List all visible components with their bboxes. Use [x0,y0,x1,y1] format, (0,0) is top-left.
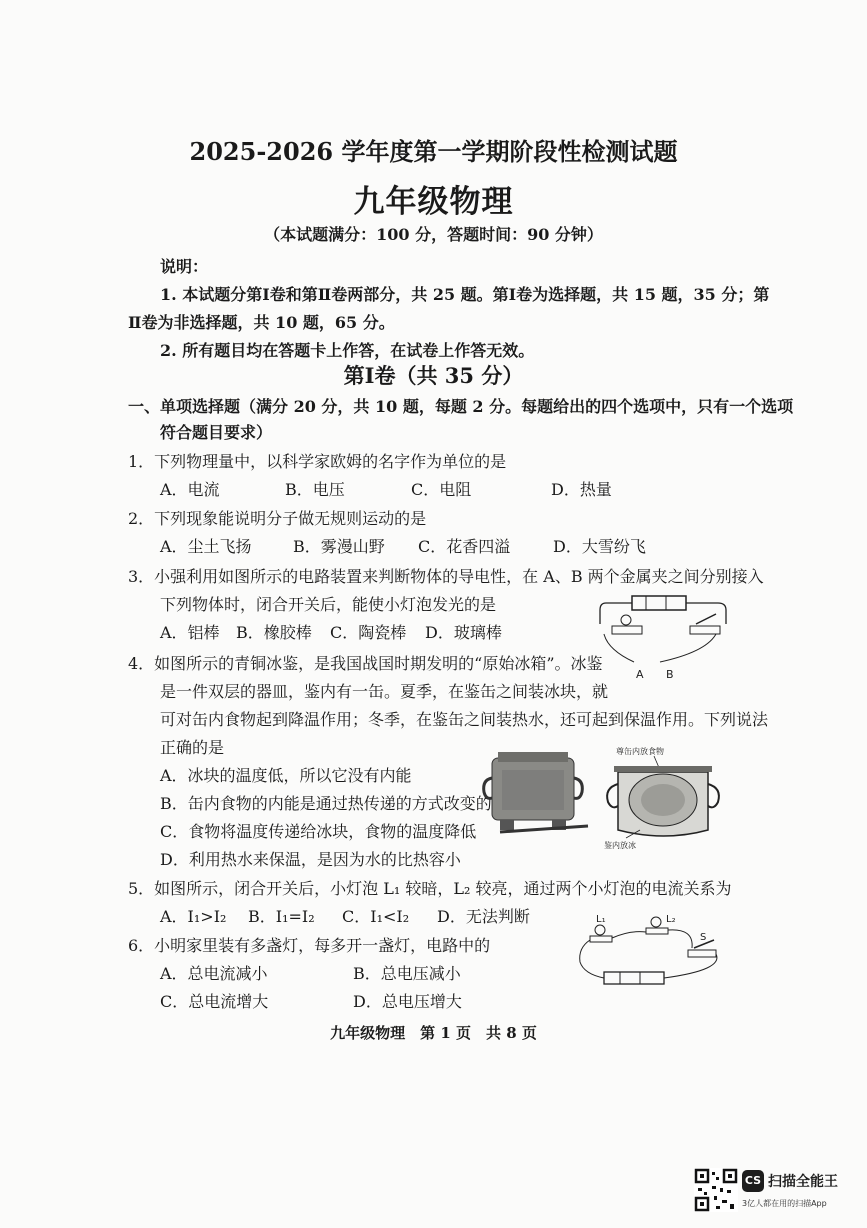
q3-circuit-figure [596,590,730,686]
instruction-1-line1: 1. 本试题分第Ⅰ卷和第Ⅱ卷两部分，共 25 题。第Ⅰ卷为选择题，共 15 题，35 分；第 [160,285,770,304]
q5-stem: 5．如图所示，闭合开关后，小灯泡 L₁ 较暗，L₂ 较亮，通过两个小灯泡的电流关系为 [128,879,732,898]
instruction-1-line2: Ⅱ卷为非选择题，共 10 题，65 分。 [128,313,395,332]
instructions-label: 说明： [160,257,209,276]
q1-option-a: A．电流 [160,480,220,499]
q5-figure-label-l1: L₁ [596,914,606,925]
camscanner-badge: CS [742,1170,764,1192]
q2-stem: 2．下列现象能说明分子做无规则运动的是 [128,509,427,528]
q3-option-b: B．橡胶棒 [236,623,312,642]
q4-option-b: B．缶内食物的内能是通过热传递的方式改变的 [160,794,492,813]
instruction-2: 2. 所有题目均在答题卡上作答，在试卷上作答无效。 [160,341,535,360]
q1-option-d: D．热量 [551,480,612,499]
q5-figure-label-l2: L₂ [666,914,676,925]
q3-figure-label-b: B [666,668,674,681]
q1-stem: 1．下列物理量中，以科学家欧姆的名字作为单位的是 [128,452,507,471]
q4-figure-label-food: 尊缶内放食物 [616,747,664,756]
q4-icebox-diagram [600,744,726,854]
q3-stem-line1: 3．小强利用如图所示的电路装置来判断物体的导电性，在 A、B 两个金属夹之间分别接入 [128,567,764,586]
q1-option-b: B．电压 [285,480,345,499]
q3-option-d: D．玻璃棒 [425,623,502,642]
exam-title: 2025-2026 学年度第一学期阶段性检测试题 [189,137,678,166]
q4-stem-line2: 是一件双层的器皿，鉴内有一缶。夏季，在鉴缶之间装冰块，就 [160,682,609,701]
q2-option-a: A．尘土飞扬 [160,537,252,556]
q5-circuit-figure [574,908,726,994]
q4-stem-line1: 4．如图所示的青铜冰鉴，是我国战国时期发明的“原始冰箱”。冰鉴 [128,654,603,673]
q6-stem: 6．小明家里装有多盏灯，每多开一盏灯，电路中的 [128,936,491,955]
camscanner-brand: 扫描全能王 [768,1174,838,1190]
q5-option-d: D．无法判断 [437,907,530,926]
q5-figure-label-s: S [700,932,707,943]
q4-stem-line4: 正确的是 [160,738,225,757]
part1-heading-line1: 一、单项选择题（满分 20 分，共 10 题，每题 2 分。每题给出的四个选项中，只有一个选项 [128,397,794,416]
exam-info: （本试题满分：100 分，答题时间：90 分钟） [264,225,603,244]
q5-option-c: C．I₁<I₂ [342,907,410,926]
q6-option-b: B．总电压减小 [353,964,461,983]
subject-title: 九年级物理 [353,184,514,220]
q4-option-a: A．冰块的温度低，所以它没有内能 [160,766,412,785]
q2-option-d: D．大雪纷飞 [553,537,646,556]
q5-option-b: B．I₁=I₂ [248,907,315,926]
q3-figure-label-a: A [636,668,644,681]
part1-heading-line2: 符合题目要求） [160,423,273,442]
q5-option-a: A．I₁>I₂ [160,907,227,926]
page-footer: 九年级物理 第 1 页 共 8 页 [330,1024,537,1042]
q6-option-c: C．总电流增大 [160,992,269,1011]
q3-option-c: C．陶瓷棒 [330,623,407,642]
q4-figure-label-ice: 鉴内放冰 [604,841,636,850]
qr-code-image [694,1168,738,1212]
q2-option-c: C．花香四溢 [418,537,511,556]
section-title: 第Ⅰ卷（共 35 分） [343,363,524,388]
q2-option-b: B．雾漫山野 [293,537,385,556]
q4-option-d: D．利用热水来保温，是因为水的比热容小 [160,850,461,869]
q3-stem-line2: 下列物体时，闭合开关后，能使小灯泡发光的是 [160,595,497,614]
q4-stem-line3: 可对缶内食物起到降温作用；冬季，在鉴缶之间装热水，还可起到保温作用。下列说法 [160,710,769,729]
q1-option-c: C．电阻 [411,480,472,499]
q3-option-a: A．铝棒 [160,623,220,642]
q6-option-d: D．总电压增大 [353,992,462,1011]
q6-option-a: A．总电流减小 [160,964,268,983]
camscanner-tagline: 3亿人都在用的扫描App [742,1199,827,1208]
q4-option-c: C．食物将温度传递给冰块，食物的温度降低 [160,822,477,841]
q4-bronze-icebox-photo [480,748,596,840]
